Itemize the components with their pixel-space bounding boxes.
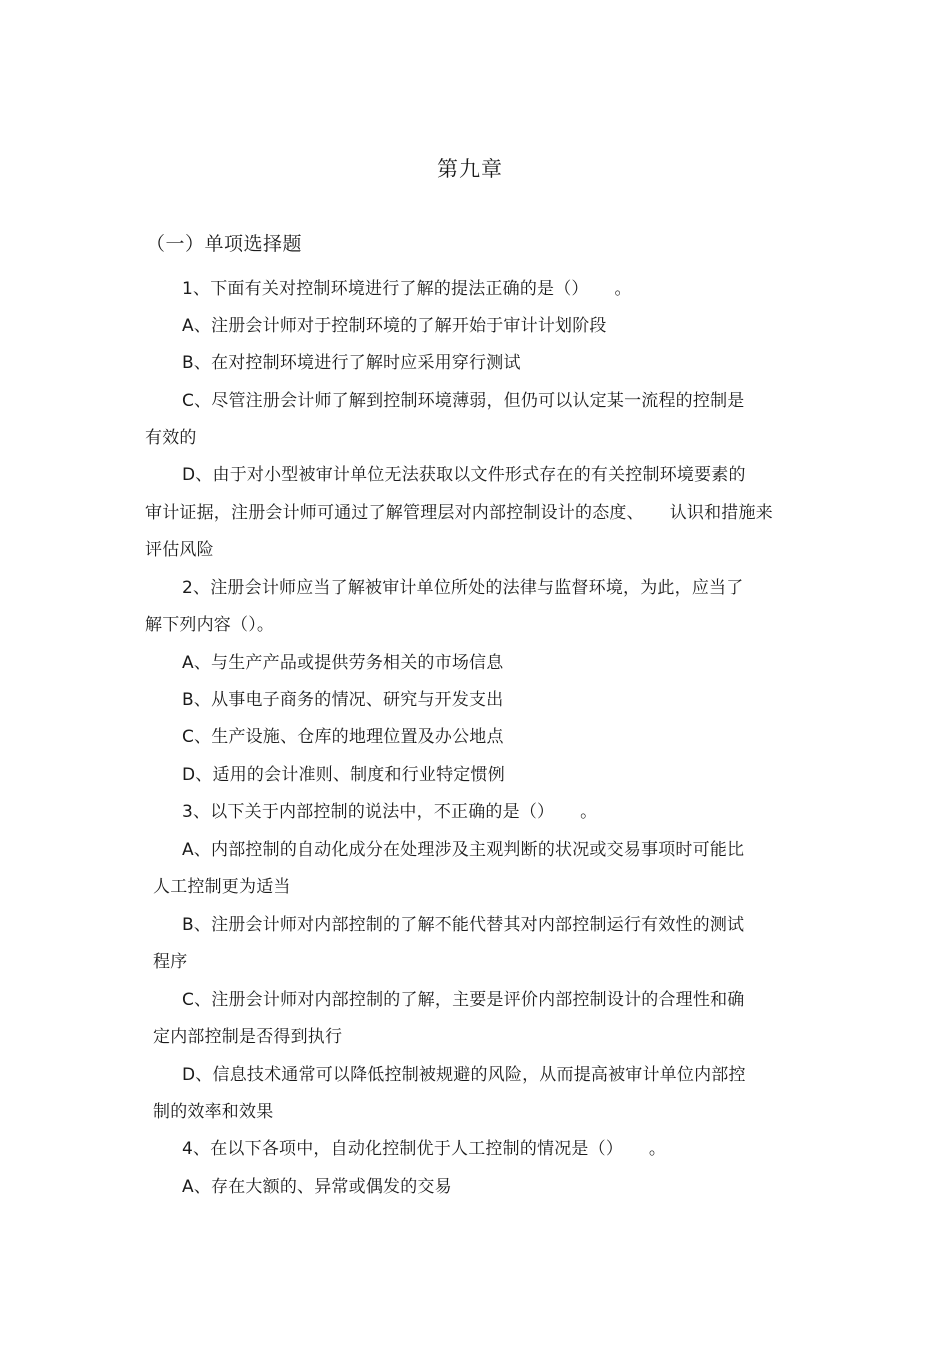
question-3-option-a-cont: 人工控制更为适当 xyxy=(153,877,291,897)
question-3-option-d: D、信息技术通常可以降低控制被规避的风险，从而提高被审计单位内部控 xyxy=(182,1065,746,1085)
question-2-option-d: D、适用的会计准则、制度和行业特定惯例 xyxy=(182,765,505,785)
question-1-option-c-cont: 有效的 xyxy=(145,428,197,448)
chapter-title: 第九章 xyxy=(437,157,503,181)
question-2-option-b: B、从事电子商务的情况、研究与开发支出 xyxy=(182,690,504,710)
question-1-option-d-cont: 审计证据，注册会计师可通过了解管理层对内部控制设计的态度、 认识和措施来 xyxy=(145,503,773,523)
question-1-option-c: C、尽管注册会计师了解到控制环境薄弱，但仍可以认定某一流程的控制是 xyxy=(182,391,745,411)
question-3-stem: 3、以下关于内部控制的说法中，不正确的是（） 。 xyxy=(182,802,598,822)
question-2-option-c: C、生产设施、仓库的地理位置及办公地点 xyxy=(182,727,504,747)
question-2-stem: 2、注册会计师应当了解被审计单位所处的法律与监督环境，为此，应当了 xyxy=(182,578,744,598)
question-3-option-b: B、注册会计师对内部控制的了解不能代替其对内部控制运行有效性的测试 xyxy=(182,915,745,935)
question-1-option-d: D、由于对小型被审计单位无法获取以文件形式存在的有关控制环境要素的 xyxy=(182,465,746,485)
question-4-option-a: A、存在大额的、异常或偶发的交易 xyxy=(182,1177,452,1197)
question-3-option-c-cont: 定内部控制是否得到执行 xyxy=(153,1027,343,1047)
question-3-option-b-cont: 程序 xyxy=(153,952,188,972)
question-2-stem-cont: 解下列内容（）。 xyxy=(145,615,275,635)
question-3-option-d-cont: 制的效率和效果 xyxy=(153,1102,274,1122)
question-2-option-a: A、与生产产品或提供劳务相关的市场信息 xyxy=(182,653,504,673)
section-heading: （一）单项选择题 xyxy=(146,233,303,255)
question-4-stem: 4、在以下各项中，自动化控制优于人工控制的情况是（） 。 xyxy=(182,1139,667,1159)
question-1-option-b: B、在对控制环境进行了解时应采用穿行测试 xyxy=(182,353,521,373)
question-1-option-d-cont: 评估风险 xyxy=(145,540,214,560)
question-3-option-c: C、注册会计师对内部控制的了解，主要是评价内部控制设计的合理性和确 xyxy=(182,990,745,1010)
question-3-option-a: A、内部控制的自动化成分在处理涉及主观判断的状况或交易事项时可能比 xyxy=(182,840,745,860)
question-1-option-a: A、注册会计师对于控制环境的了解开始于审计计划阶段 xyxy=(182,316,607,336)
question-1-stem: 1、下面有关对控制环境进行了解的提法正确的是（） 。 xyxy=(182,279,632,299)
